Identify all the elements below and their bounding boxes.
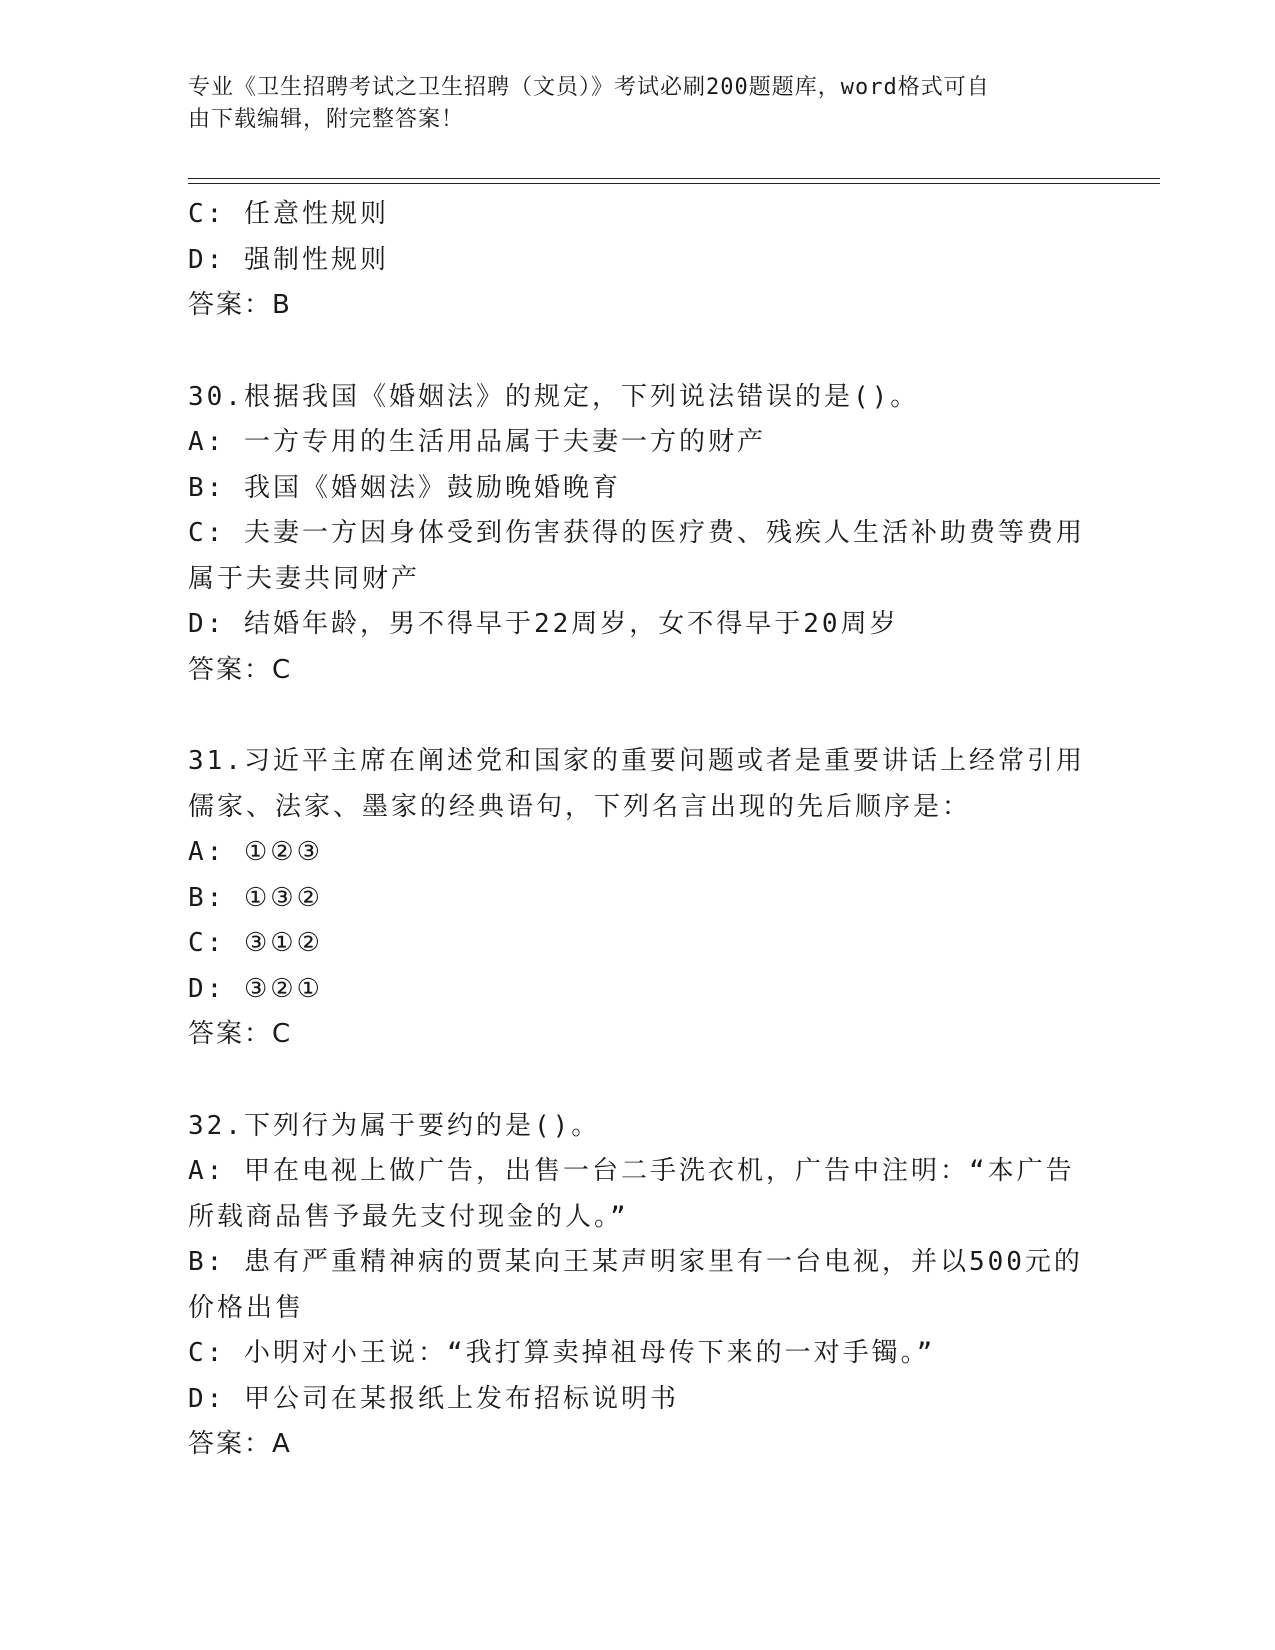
- option-line: 价格出售: [188, 1292, 305, 1323]
- option-d: D: 强制性规则: [188, 244, 389, 275]
- option-line: D: ③②①: [188, 973, 323, 1004]
- answer: 答案：C: [188, 654, 293, 685]
- question-block: [188, 1104, 1088, 1468]
- answer: 答案：B: [188, 290, 292, 320]
- question-content: [188, 192, 1088, 1468]
- question-stem-line: 儒家、法家、墨家的经典语句，下列名言出现的先后顺序是：: [188, 791, 972, 822]
- option-line: A: 一方专用的生活用品属于夫妻一方的财产: [188, 427, 766, 457]
- option-line: A: 甲在电视上做广告，出售一台二手洗衣机，广告中注明：“本广告: [188, 1156, 1075, 1186]
- question-block: [188, 375, 1088, 694]
- option-line: B: ①③②: [188, 882, 323, 913]
- question-spacer: [188, 1058, 1088, 1104]
- answer: 答案：C: [188, 1019, 293, 1049]
- option-line: D: 结婚年龄，男不得早于22周岁，女不得早于20周岁: [188, 609, 899, 639]
- question-list: [188, 329, 1088, 1468]
- option-c: C: 任意性规则: [188, 199, 389, 229]
- option-line: B: 我国《婚姻法》鼓励晚婚晚育: [188, 472, 621, 503]
- header-rule-top: [188, 178, 1160, 179]
- option-line: C: ③①②: [188, 928, 323, 958]
- question-block: [188, 739, 1088, 1058]
- question-stem-line: 32.下列行为属于要约的是()。: [188, 1110, 601, 1141]
- option-line: D: 甲公司在某报纸上发布招标说明书: [188, 1383, 679, 1414]
- question-stem-line: 31.习近平主席在阐述党和国家的重要问题或者是重要讲话上经常引用: [188, 746, 1085, 776]
- document-header: [188, 72, 1068, 136]
- option-line: B: 患有严重精神病的贾某向王某声明家里有一台电视，并以500元的: [188, 1247, 1083, 1277]
- question-spacer: [188, 693, 1088, 739]
- option-line: C: 夫妻一方因身体受到伤害获得的医疗费、残疾人生活补助费等费用: [188, 518, 1085, 548]
- option-line: 属于夫妻共同财产: [188, 563, 421, 594]
- header-line-2: 由下载编辑，附完整答案！: [188, 107, 465, 132]
- question-spacer: [188, 329, 1088, 375]
- header-line-1: 专业《卫生招聘考试之卫生招聘（文员）》考试必刷200题题库，word格式可自: [188, 75, 990, 100]
- option-line: A: ①②③: [188, 837, 323, 867]
- option-line: 所载商品售予最先支付现金的人。”: [188, 1201, 629, 1232]
- header-rule-bottom: [188, 183, 1160, 184]
- option-line: C: 小明对小王说：“我打算卖掉祖母传下来的一对手镯。”: [188, 1338, 936, 1368]
- answer: 答案：A: [188, 1429, 292, 1459]
- question-stem-line: 30.根据我国《婚姻法》的规定，下列说法错误的是()。: [188, 381, 920, 412]
